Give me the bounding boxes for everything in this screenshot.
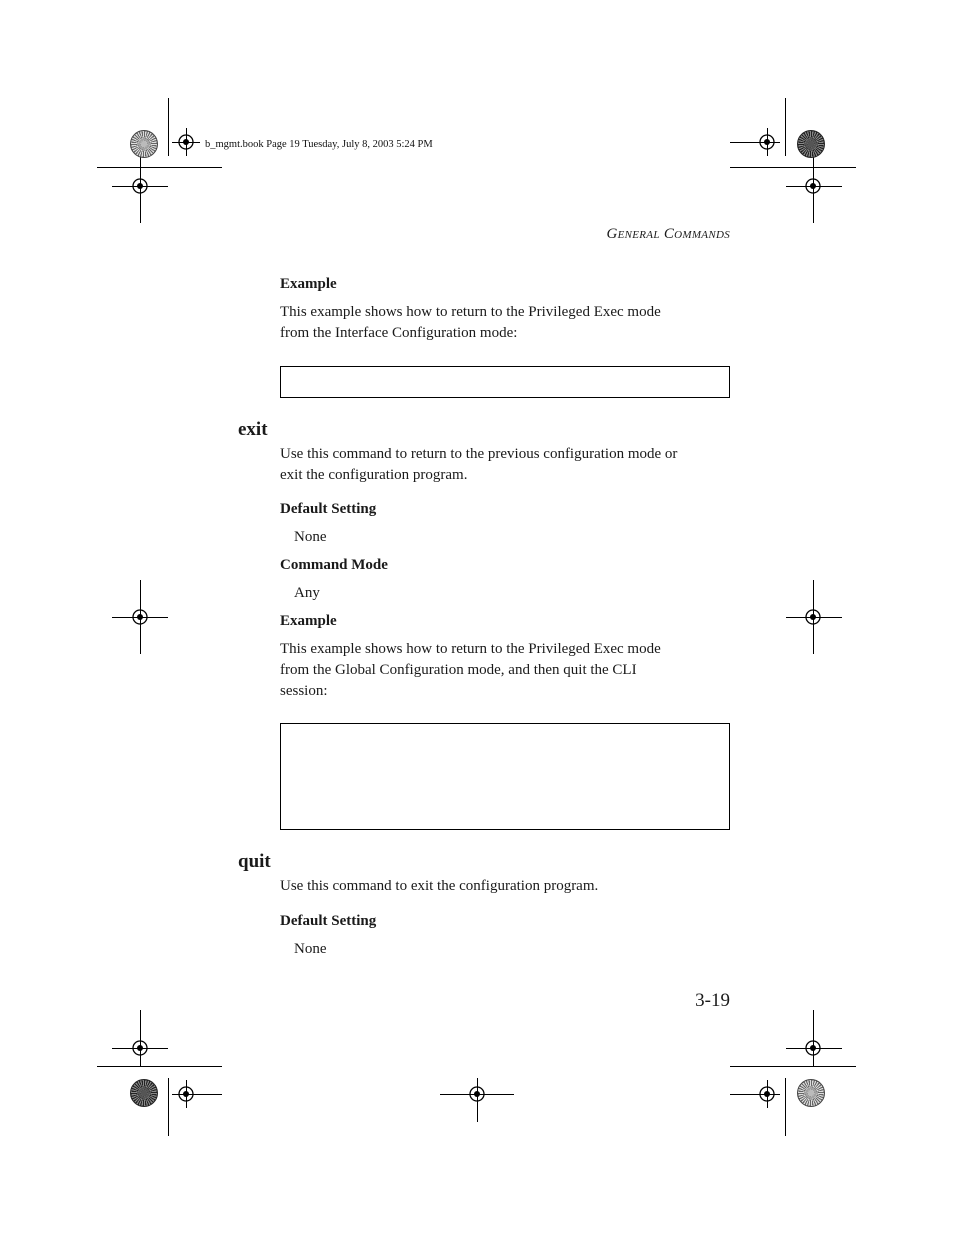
registration-target-icon: [757, 1084, 777, 1104]
registration-target-icon: [176, 132, 196, 152]
example-text: [280, 302, 730, 344]
running-header-initial-2: C: [663, 226, 675, 242]
running-header-initial-1: G: [606, 226, 618, 242]
color-dial-icon: [130, 130, 158, 158]
print-slug: b_mgmt.book Page 19 Tuesday, July 8, 2003 5:24 PM: [205, 139, 433, 150]
default-setting-value: None: [294, 941, 327, 957]
quit-description: Use this command to exit the configuration program.: [280, 878, 599, 894]
command-title-quit: quit: [238, 851, 271, 872]
page-number: 3-19: [695, 990, 730, 1011]
example-text-line: from the Interface Configuration mode:: [280, 325, 518, 341]
command-mode-value: Any: [294, 585, 320, 601]
description-line: exit the configuration program.: [280, 467, 468, 483]
running-header-rest-1: ENERAL: [617, 229, 660, 241]
example-text-line: This example shows how to return to the Privileged Exec mode: [280, 641, 661, 657]
registration-target-icon: [757, 132, 777, 152]
code-example-box: [280, 366, 730, 398]
registration-target-icon: [130, 176, 150, 196]
default-setting-value: None: [294, 529, 327, 545]
default-setting-heading: Default Setting: [280, 913, 377, 929]
command-mode-heading: Command Mode: [280, 557, 388, 573]
example-text-line: This example shows how to return to the Privileged Exec mode: [280, 304, 661, 320]
registration-target-icon: [803, 1038, 823, 1058]
running-header: [606, 226, 730, 243]
registration-target-icon: [130, 607, 150, 627]
command-title-exit: exit: [238, 419, 268, 440]
default-setting-heading: Default Setting: [280, 501, 377, 517]
example-text-line: from the Global Configuration mode, and then quit the CLI: [280, 662, 637, 678]
code-example-box: [280, 723, 730, 830]
exit-description: [280, 444, 730, 486]
running-header-rest-2: OMMANDS: [674, 229, 730, 241]
example-text-line: session:: [280, 683, 328, 699]
registration-target-icon: [803, 607, 823, 627]
color-dial-icon: [130, 1079, 158, 1107]
registration-target-icon: [130, 1038, 150, 1058]
description-line: Use this command to return to the previous configuration mode or: [280, 446, 678, 462]
example-heading: Example: [280, 613, 337, 629]
color-dial-icon: [797, 130, 825, 158]
registration-target-icon: [803, 176, 823, 196]
example-heading: Example: [280, 276, 337, 292]
registration-target-icon: [467, 1084, 487, 1104]
example-text: [280, 639, 730, 702]
registration-target-icon: [176, 1084, 196, 1104]
color-dial-icon: [797, 1079, 825, 1107]
